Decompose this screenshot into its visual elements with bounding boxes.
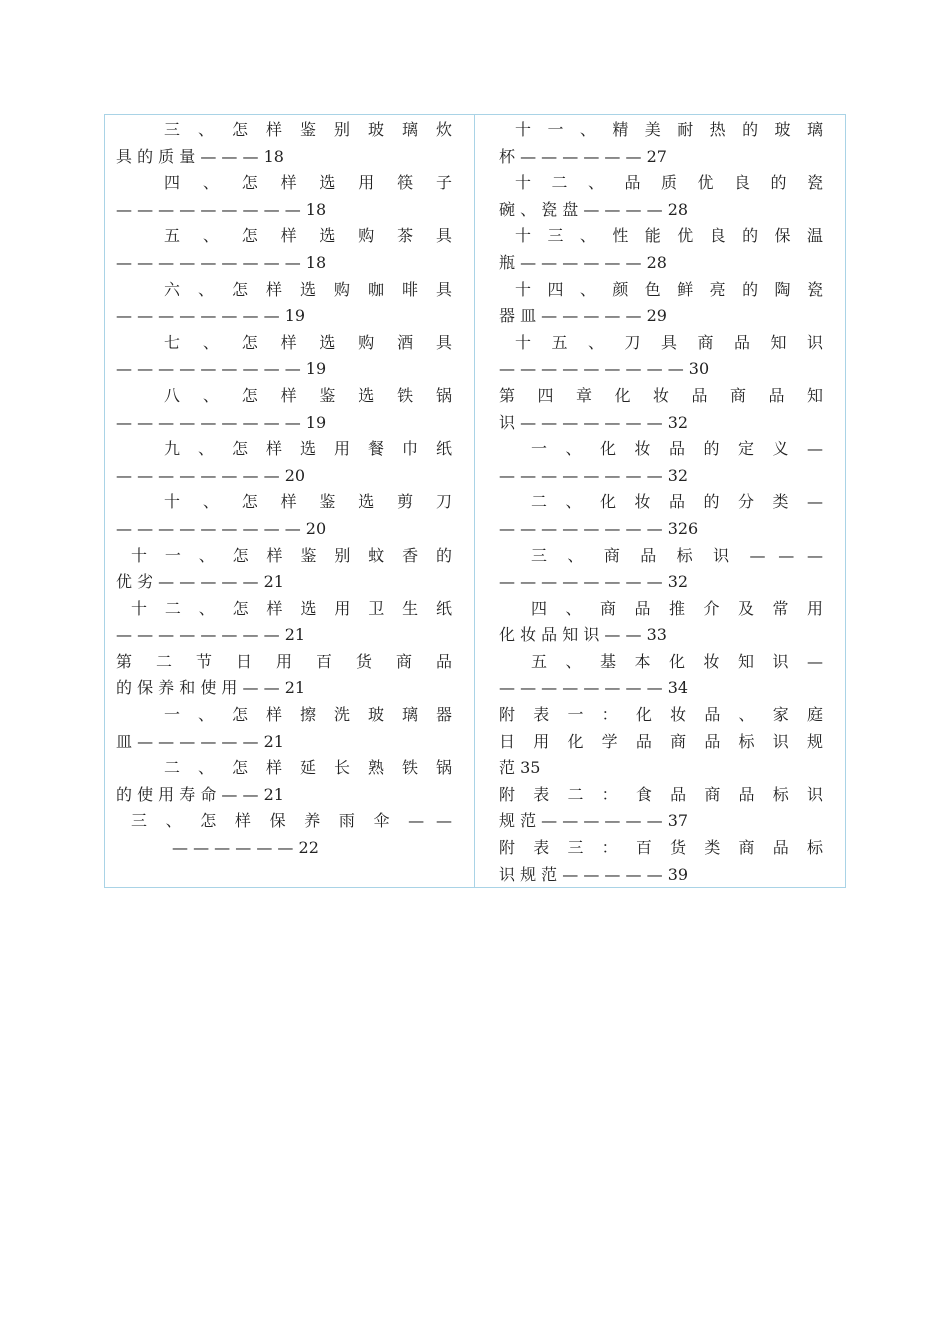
toc-entry-dots: — — — — — — — — 21: [116, 625, 306, 645]
toc-entry: 三 、 商 品 标 识 — — —: [531, 545, 823, 565]
toc-entry-dots: 瓶 — — — — — — 28: [499, 252, 667, 272]
toc-entry-dots: 识 规 范 — — — — — 39: [499, 864, 689, 884]
toc-appendix-entry: 附 表 三 ： 百 货 类 商 品 标: [499, 838, 823, 858]
toc-entry-dots: 规 范 — — — — — — 37: [499, 811, 689, 831]
toc-appendix-entry: 范 35: [499, 758, 541, 778]
toc-entry: 四 、 商 品 推 介 及 常 用: [531, 598, 823, 618]
toc-entry-dots: — — — — — — — — 19: [116, 306, 306, 326]
toc-entry-dots: — — — — — — — — 326: [499, 518, 699, 538]
toc-entry: 十 五 、 刀 具 商 品 知 识: [515, 332, 823, 352]
toc-entry-dots: 杯 — — — — — — 27: [499, 146, 667, 166]
toc-entry: 五 、 怎 样 选 购 茶 具: [164, 226, 452, 246]
toc-entry-dots: — — — — — — — — — 20: [116, 518, 327, 538]
toc-entry: 五 、 基 本 化 妆 知 识 —: [531, 651, 823, 671]
toc-left-column: [105, 115, 475, 887]
toc-entry-dots: — — — — — — — — — 19: [116, 412, 327, 432]
toc-entry: 七 、 怎 样 选 购 酒 具: [164, 332, 452, 352]
toc-entry: 四 、 怎 样 选 用 筷 子: [164, 173, 452, 193]
toc-entry: 十 二 、 怎 样 选 用 卫 生 纸: [131, 598, 452, 618]
toc-appendix-entry: 附 表 二 ： 食 品 商 品 标 识: [499, 784, 823, 804]
toc-entry: 十 四 、 颜 色 鲜 亮 的 陶 瓷: [515, 279, 823, 299]
toc-right-column: [475, 115, 845, 887]
toc-entry: 三 、 怎 样 鉴 别 玻 璃 炊: [164, 120, 452, 139]
toc-section-heading: 第 二 节 日 用 百 货 商 品: [116, 651, 452, 671]
toc-entry-dots: — — — — — — 22: [172, 838, 319, 858]
toc-entry-dots: — — — — — — — — — 18: [116, 199, 327, 219]
toc-entry-dots: — — — — — — — — — 19: [116, 359, 327, 379]
toc-entry-dots: — — — — — — — — 20: [116, 465, 306, 485]
toc-entry-dots: — — — — — — — — 34: [499, 678, 689, 698]
toc-entry: 九 、 怎 样 选 用 餐 巾 纸: [164, 439, 452, 459]
toc-entry-dots: 具 的 质 量 — — — 18: [116, 146, 284, 166]
toc-entry: 十 一 、 精 美 耐 热 的 玻 璃: [515, 120, 823, 139]
toc-entry-dots: 识 — — — — — — — 32: [499, 412, 689, 432]
toc-entry-dots: — — — — — — — — — 30: [499, 359, 710, 379]
toc-chapter-heading: 第 四 章 化 妆 品 商 品 知: [499, 385, 823, 405]
toc-entry: 一 、 怎 样 擦 洗 玻 璃 器: [164, 705, 452, 725]
toc-entry-dots: — — — — — — — — 32: [499, 465, 689, 485]
toc-entry-dots: 的 保 养 和 使 用 — — 21: [116, 678, 306, 698]
toc-entry-dots: 皿 — — — — — — 21: [116, 731, 284, 751]
toc-entry: 十 一 、 怎 样 鉴 别 蚊 香 的: [131, 545, 452, 565]
toc-entry-dots: 的 使 用 寿 命 — — 21: [116, 784, 284, 804]
toc-entry-dots: 碗 、 瓷 盘 — — — — 28: [499, 199, 689, 219]
toc-entry: 六 、 怎 样 选 购 咖 啡 具: [164, 279, 452, 299]
toc-entry-dots: — — — — — — — — 32: [499, 572, 689, 592]
toc-entry: 十 二 、 品 质 优 良 的 瓷: [515, 173, 823, 193]
toc-table: [104, 114, 846, 888]
toc-entry-dots: — — — — — — — — — 18: [116, 252, 327, 272]
toc-entry: 八 、 怎 样 鉴 选 铁 锅: [164, 385, 452, 405]
toc-entry-dots: 优 劣 — — — — — 21: [116, 572, 284, 592]
toc-appendix-entry: 日 用 化 学 品 商 品 标 识 规: [499, 731, 823, 751]
toc-entry-dots: 器 皿 — — — — — 29: [499, 306, 667, 326]
toc-entry-dots: 化 妆 品 知 识 — — 33: [499, 625, 667, 645]
toc-entry: 十 、 怎 样 鉴 选 剪 刀: [164, 492, 452, 512]
toc-entry: 三 、 怎 样 保 养 雨 伞 — —: [131, 811, 452, 831]
toc-appendix-entry: 附 表 一 ： 化 妆 品 、 家 庭: [499, 705, 823, 725]
toc-entry: 二 、 化 妆 品 的 分 类 —: [531, 492, 823, 512]
toc-entry: 一 、 化 妆 品 的 定 义 —: [531, 439, 823, 459]
toc-entry: 十 三 、 性 能 优 良 的 保 温: [515, 226, 823, 246]
toc-entry: 二 、 怎 样 延 长 熟 铁 锅: [164, 758, 452, 778]
